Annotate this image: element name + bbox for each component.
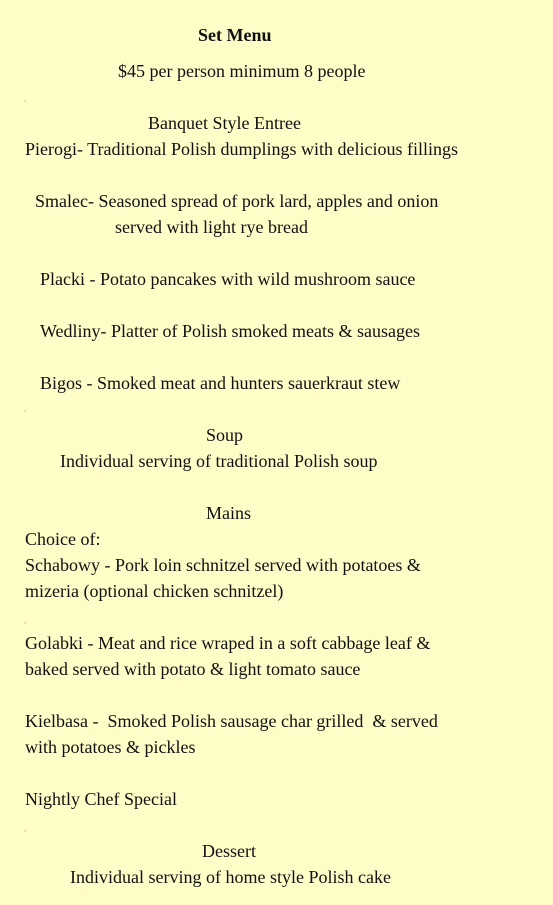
entree-item-pierogi: Pierogi- Traditional Polish dumplings with delicious fillings	[25, 139, 459, 159]
mains-item-kielbasa: Kielbasa - Smoked Polish sausage char grilled & served	[25, 711, 438, 731]
entree-item-wedliny: Wedliny- Platter of Polish smoked meats & sausages	[40, 321, 420, 341]
mains-item-schabowy-continuation: mizeria (optional chicken schnitzel)	[25, 581, 284, 601]
entree-item-placki: Placki - Potato pancakes with wild mushroom sauce	[40, 269, 416, 289]
entree-item-smalec-continuation: served with light rye bread	[115, 217, 308, 237]
mains-item-schabowy: Schabowy - Pork loin schnitzel served with potatoes &	[25, 555, 421, 575]
dessert-description: Individual serving of home style Polish cake	[70, 867, 391, 887]
decorative-dot	[24, 410, 26, 412]
decorative-dot	[24, 100, 26, 102]
mains-item-kielbasa-continuation: with potatoes & pickles	[25, 737, 196, 757]
soup-description: Individual serving of traditional Polish soup	[60, 451, 378, 471]
entree-item-smalec: Smalec- Seasoned spread of pork lard, apples and onion	[35, 191, 439, 211]
mains-item-golabki: Golabki - Meat and rice wraped in a soft cabbage leaf &	[25, 633, 431, 653]
menu-title: Set Menu	[198, 25, 272, 45]
mains-item-chef-special: Nightly Chef Special	[25, 789, 177, 809]
entree-item-bigos: Bigos - Smoked meat and hunters sauerkraut stew	[40, 373, 401, 393]
soup-heading: Soup	[206, 425, 244, 445]
price-note: $45 per person minimum 8 people	[118, 61, 366, 81]
mains-heading: Mains	[206, 503, 251, 523]
mains-choice-label: Choice of:	[25, 529, 101, 549]
entree-heading: Banquet Style Entree	[148, 113, 301, 133]
decorative-dot	[24, 830, 26, 832]
mains-item-golabki-continuation: baked served with potato & light tomato sauce	[25, 659, 361, 679]
dessert-heading: Dessert	[202, 841, 256, 861]
decorative-dot	[24, 622, 26, 624]
